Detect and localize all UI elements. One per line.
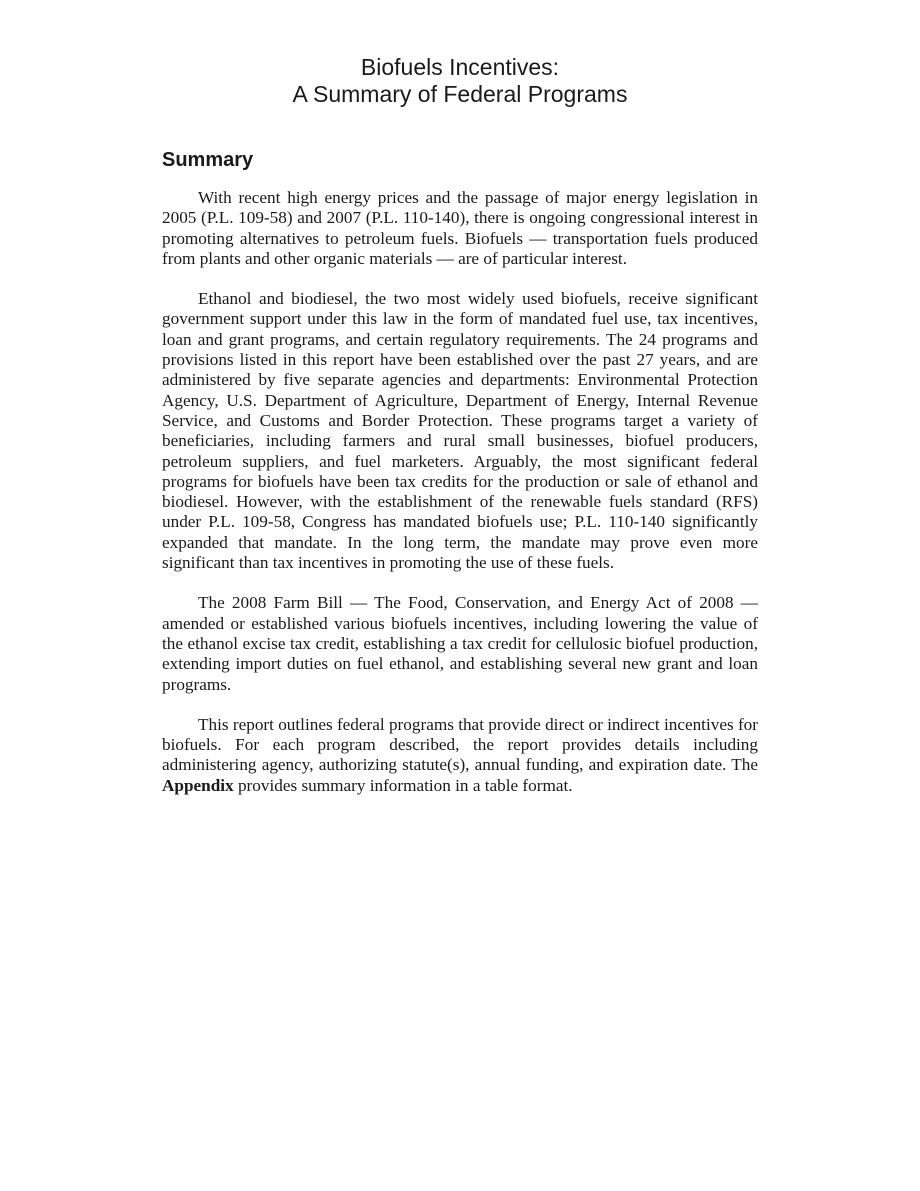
paragraph-4-text-end: provides summary information in a table format.	[233, 775, 573, 795]
summary-paragraph-1: With recent high energy prices and the passage of major energy legislation in 2005 (P.L. 109-58) and 2007 (P.L. 110-140), there is ongoing congressional interest in promoting alternatives to petroleum fuels. Biofuels — transportation fuels produced from plants and other organic materials — are of particular interest.	[162, 188, 758, 268]
paragraph-4-text-start: This report outlines federal programs that provide direct or indirect incentives for biofuels. For each program described, the report provides details including administering agency, authorizing statute(s), annual funding, and expiration date. The	[162, 714, 758, 775]
summary-paragraph-4	[162, 715, 758, 796]
summary-paragraph-2: Ethanol and biodiesel, the two most widely used biofuels, receive significant government support under this law in the form of mandated fuel use, tax incentives, loan and grant programs, and certain regulatory requirements. The 24 programs and provisions listed in this report have been established over the past 27 years, and are administered by five separate agencies and departments: Environmental Protection Agency, U.S. Department of Agriculture, Department of Energy, Internal Revenue Service, and Customs and Border Protection. These programs target a variety of beneficiaries, including farmers and rural small businesses, biofuel producers, petroleum suppliers, and fuel marketers. Arguably, the most significant federal programs for biofuels have been tax credits for the production or sale of ethanol and biodiesel. However, with the establishment of the renewable fuels standard (RFS) under P.L. 109-58, Congress has mandated biofuels use; P.L. 110-140 significantly expanded that mandate. In the long term, the mandate may prove even more significant than tax incentives in promoting the use of these fuels.	[162, 289, 758, 573]
title-line-2: A Summary of Federal Programs	[292, 81, 628, 107]
summary-heading: Summary	[162, 149, 254, 171]
summary-paragraph-3: The 2008 Farm Bill — The Food, Conservation, and Energy Act of 2008 — amended or established various biofuels incentives, including lowering the value of the ethanol excise tax credit, establishing a tax credit for cellulosic biofuel production, extending import duties on fuel ethanol, and establishing several new grant and loan programs.	[162, 593, 758, 694]
document-page	[162, 54, 758, 796]
document-title	[162, 54, 758, 108]
title-line-1: Biofuels Incentives:	[360, 54, 560, 80]
appendix-reference: Appendix	[162, 775, 234, 795]
